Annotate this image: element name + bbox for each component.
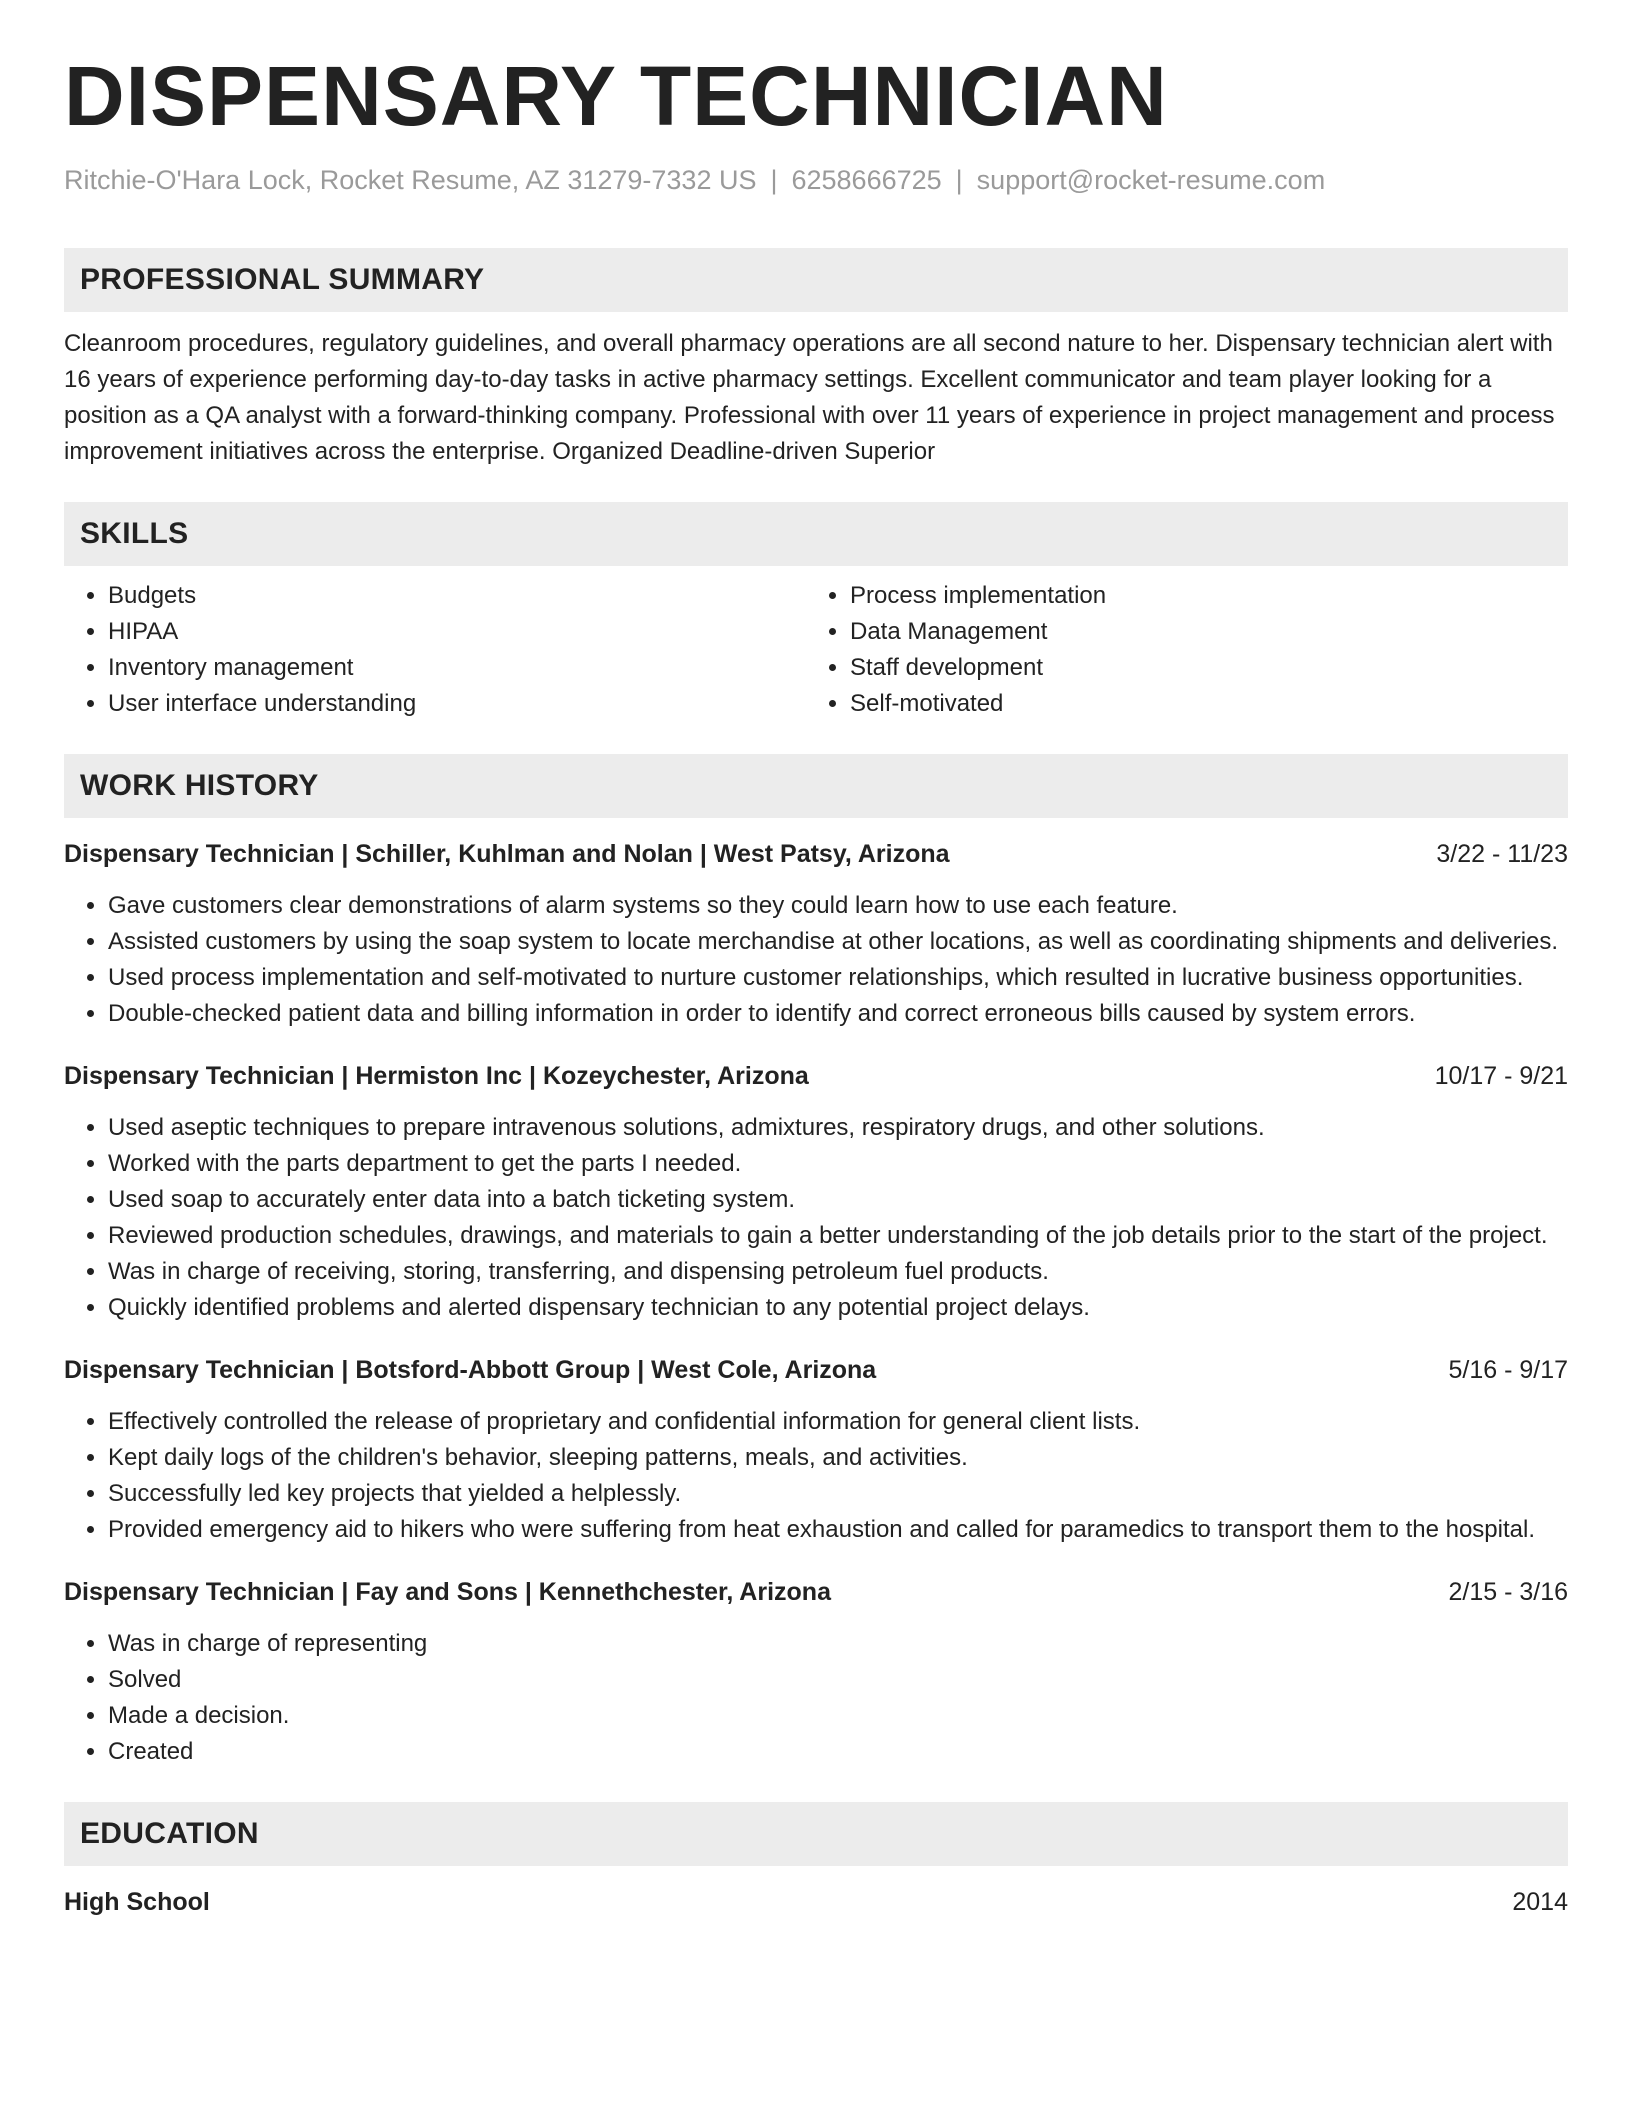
job-bullets (64, 1404, 1568, 1548)
contact-phone: 6258666725 (791, 165, 942, 195)
job-bullet: • Effectively controlled the release of proprietary and confidential information for general client lists. (108, 1404, 1568, 1440)
job-dates: 10/17 - 9/21 (1434, 1062, 1568, 1091)
job-dates: 2/15 - 3/16 (1448, 1578, 1568, 1607)
job-title: Dispensary Technician | Hermiston Inc | Kozeychester, Arizona (64, 1062, 809, 1091)
skill-item: • Inventory management (108, 650, 806, 686)
job-bullet: • Kept daily logs of the children's behavior, sleeping patterns, meals, and activities. (108, 1440, 1568, 1476)
skill-item: • Process implementation (850, 578, 1548, 614)
contact-separator: | (955, 165, 963, 195)
education-year: 2014 (1512, 1888, 1568, 1917)
skill-item: • HIPAA (108, 614, 806, 650)
job-bullet: • Created (108, 1734, 1568, 1770)
job-title: Dispensary Technician | Fay and Sons | Kennethchester, Arizona (64, 1578, 831, 1607)
contact-separator: | (770, 165, 778, 195)
skill-item: • Budgets (108, 578, 806, 614)
job-dates: 3/22 - 11/23 (1436, 840, 1568, 869)
contact-address: Ritchie-O'Hara Lock, Rocket Resume, AZ 31279-7332 US (64, 165, 757, 195)
job-bullet: • Worked with the parts department to get the parts I needed. (108, 1146, 1568, 1182)
job-dates: 5/16 - 9/17 (1448, 1356, 1568, 1385)
job-bullet: • Double-checked patient data and billing information in order to identify and correct erroneous bills caused by system errors. (108, 996, 1568, 1032)
work-history-heading: WORK HISTORY (64, 754, 1568, 818)
skills-column-left (64, 578, 806, 722)
job-entry (64, 836, 1568, 1032)
job-bullets (64, 888, 1568, 1032)
skills-column-right (806, 578, 1548, 722)
skill-item: • User interface understanding (108, 686, 806, 722)
job-header (64, 1058, 1568, 1094)
job-entry (64, 1574, 1568, 1770)
job-bullet: • Provided emergency aid to hikers who were suffering from heat exhaustion and called for paramedics to transport them to the hospital. (108, 1512, 1568, 1548)
job-bullet: • Used soap to accurately enter data into a batch ticketing system. (108, 1182, 1568, 1218)
job-bullet: • Used process implementation and self-motivated to nurture customer relationships, which resulted in lucrative business opportunities. (108, 960, 1568, 996)
skill-item: • Staff development (850, 650, 1548, 686)
job-bullet: • Was in charge of representing (108, 1626, 1568, 1662)
summary-heading: PROFESSIONAL SUMMARY (64, 248, 1568, 312)
job-entry (64, 1058, 1568, 1326)
skills-heading: SKILLS (64, 502, 1568, 566)
resume-name: DISPENSARY TECHNICIAN (64, 49, 1168, 143)
education-degree: High School (64, 1888, 210, 1917)
education-entry (64, 1884, 1568, 1920)
summary-text: Cleanroom procedures, regulatory guidelines, and overall pharmacy operations are all second nature to her. Dispensary technician alert with 16 years of experience performing day-to-day tasks in active pharmacy settings. Excellent communicator and team player looking for a position as a QA analyst with a forward-thinking company. Professional with over 11 years of experience in project management and process improvement initiatives across the enterprise. Organized Deadline-driven Superior (64, 330, 1555, 466)
job-bullet: • Solved (108, 1662, 1568, 1698)
job-bullet: • Gave customers clear demonstrations of alarm systems so they could learn how to use each feature. (108, 888, 1568, 924)
job-header (64, 836, 1568, 872)
job-bullets (64, 1110, 1568, 1326)
job-bullet: • Was in charge of receiving, storing, transferring, and dispensing petroleum fuel products. (108, 1254, 1568, 1290)
skill-item: • Data Management (850, 614, 1548, 650)
contact-email: support@rocket-resume.com (976, 165, 1326, 195)
job-title: Dispensary Technician | Schiller, Kuhlman and Nolan | West Patsy, Arizona (64, 840, 950, 869)
contact-line (64, 164, 1568, 196)
job-bullet: • Reviewed production schedules, drawings, and materials to gain a better understanding of the job details prior to the start of the project. (108, 1218, 1568, 1254)
job-header (64, 1574, 1568, 1610)
job-header (64, 1352, 1568, 1388)
job-entry (64, 1352, 1568, 1548)
job-title: Dispensary Technician | Botsford-Abbott Group | West Cole, Arizona (64, 1356, 877, 1385)
job-bullet: • Successfully led key projects that yielded a helplessly. (108, 1476, 1568, 1512)
job-bullets (64, 1626, 1568, 1770)
education-heading: EDUCATION (64, 1802, 1568, 1866)
job-bullet: • Made a decision. (108, 1698, 1568, 1734)
job-bullet: • Used aseptic techniques to prepare intravenous solutions, admixtures, respiratory drugs, and other solutions. (108, 1110, 1568, 1146)
job-bullet: • Quickly identified problems and alerted dispensary technician to any potential project delays. (108, 1290, 1568, 1326)
skills-list (64, 578, 1568, 722)
skill-item: • Self-motivated (850, 686, 1548, 722)
job-bullet: • Assisted customers by using the soap system to locate merchandise at other locations, as well as coordinating shipments and deliveries. (108, 924, 1568, 960)
